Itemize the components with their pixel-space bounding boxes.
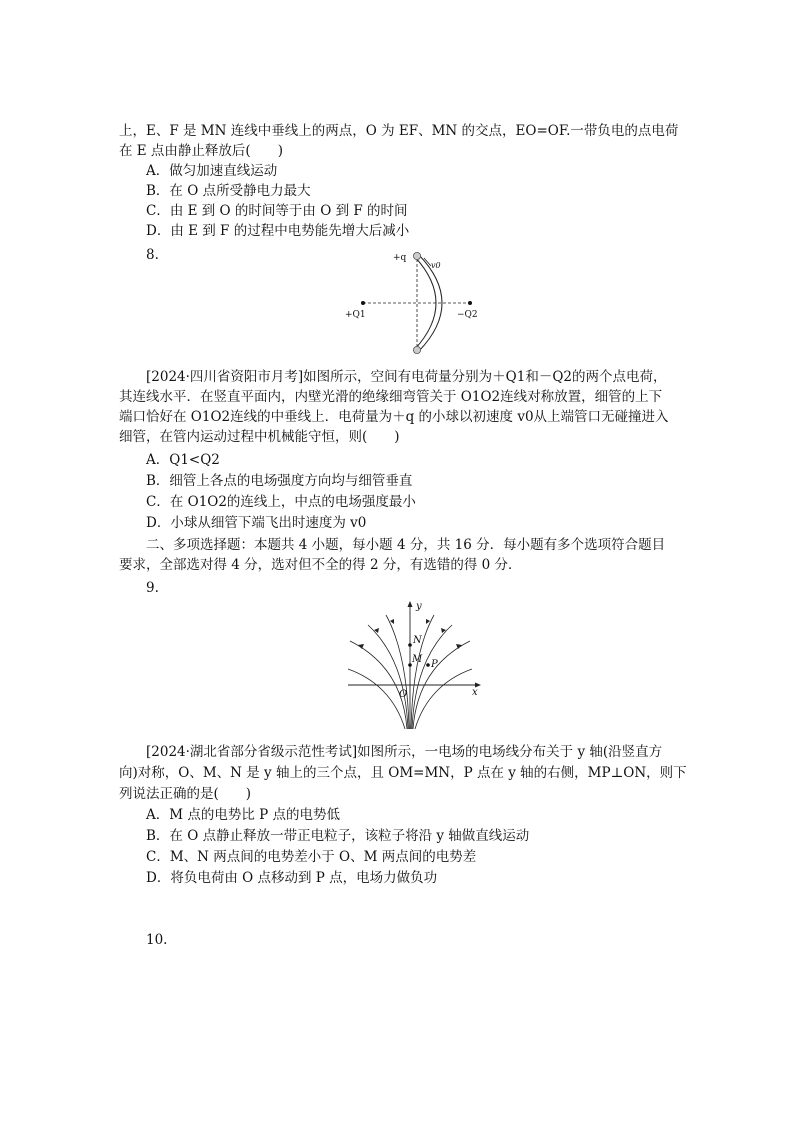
q9-field-arrow: [390, 619, 394, 624]
q9-label-x: x: [472, 687, 478, 698]
section2-line1: 二、多项选择题：本题共 4 小题，每小题 4 分，共 16 分．每小题有多个选项符合题目: [146, 537, 666, 553]
q9-label-o: O: [399, 689, 408, 700]
q9-option-c: C．M、N 两点间的电势差小于 O、M 两点间的电势差: [146, 849, 477, 865]
q8-label-q2: −Q2: [457, 310, 478, 320]
q8-option-a: A．Q1<Q2: [146, 452, 220, 468]
q7-option-d: D．由 E 到 F 的过程中电势能先增大后减小: [146, 223, 410, 239]
q9-figure: [346, 599, 486, 731]
q9-label-y: y: [416, 601, 422, 612]
q9-label-p: P: [431, 659, 438, 670]
q8-charge-q2-dot: [468, 301, 472, 305]
q10-number: 10.: [146, 932, 168, 948]
q9-number: 9.: [146, 580, 159, 596]
q9-option-a: A．M 点的电势比 P 点的电势低: [146, 807, 341, 823]
q8-ball-top: [413, 252, 420, 259]
q8-option-d: D．小球从细管下端飞出时速度为 v0: [146, 515, 367, 531]
q8-label-v0: v0: [431, 261, 441, 270]
q8-label-q: +q: [393, 253, 407, 263]
q9-option-d: D．将负电荷由 O 点移动到 P 点，电场力做负功: [146, 870, 438, 886]
q7-stem-line1: 上，E、F 是 MN 连线中垂线上的两点，O 为 EF、MN 的交点，EO=OF.一带负电的点电荷: [119, 123, 679, 139]
q7-option-b: B．在 O 点所受静电力最大: [146, 183, 311, 199]
q7-option-c: C．由 E 到 O 的时间等于由 O 到 F 的时间: [146, 203, 408, 219]
q9-label-n: N: [413, 635, 422, 646]
q9-field-line: [368, 625, 408, 729]
q8-stem-line1: [2024·四川省资阳市月考]如图所示，空间有电荷量分别为＋Q1和－Q2的两个点电荷，: [146, 369, 667, 385]
q8-option-b: B．细管上各点的电场强度方向均与细管垂直: [146, 473, 413, 489]
q8-stem-line3: 端口恰好在 O1O2连线的中垂线上．电荷量为＋q 的小球以初速度 v0从上端管口无碰撞进入: [119, 409, 669, 425]
q8-charge-q1-dot: [361, 301, 365, 305]
q9-label-m: M: [412, 654, 423, 665]
q9-field-arrow: [426, 619, 430, 624]
q8-ball-bottom: [413, 346, 420, 353]
q9-field-line: [415, 669, 472, 729]
q9-stem-line2: 向)对称，O、M、N 是 y 轴上的三个点，且 OM=MN，P 点在 y 轴的右侧，MP⊥ON，则下: [119, 765, 687, 781]
q7-stem-line2: 在 E 点由静止释放后( ): [119, 143, 283, 159]
q8-figure: [335, 246, 495, 360]
q8-option-c: C．在 O1O2的连线上，中点的电场强度最小: [146, 494, 416, 510]
q9-point-n: [408, 643, 412, 647]
q8-number: 8.: [146, 247, 159, 263]
section2-line2: 要求，全部选对得 4 分，选对但不全的得 2 分，有选错的得 0 分．: [119, 557, 522, 573]
q8-stem-line4: 细管，在管内运动过程中机械能守恒，则( ): [119, 429, 400, 445]
q8-stem-line2: 其连线水平．在竖直平面内，内壁光滑的绝缘细弯管关于 O1O2连线对称放置，细管的上下: [119, 389, 663, 405]
q9-field-line: [348, 669, 408, 729]
q9-stem-line3: 列说法正确的是( ): [119, 786, 252, 802]
q7-option-a: A．做匀加速直线运动: [146, 163, 278, 179]
q8-label-q1: +Q1: [345, 310, 366, 320]
q9-point-p: [426, 663, 430, 667]
q9-y-axis-arrow: [408, 601, 413, 607]
q9-option-b: B．在 O 点静止释放一带正电粒子，该粒子将沿 y 轴做直线运动: [146, 828, 530, 844]
q9-stem-line1: [2024·湖北省部分省级示范性考试]如图所示，一电场的电场线分布关于 y 轴(沿竖直方: [146, 744, 663, 760]
